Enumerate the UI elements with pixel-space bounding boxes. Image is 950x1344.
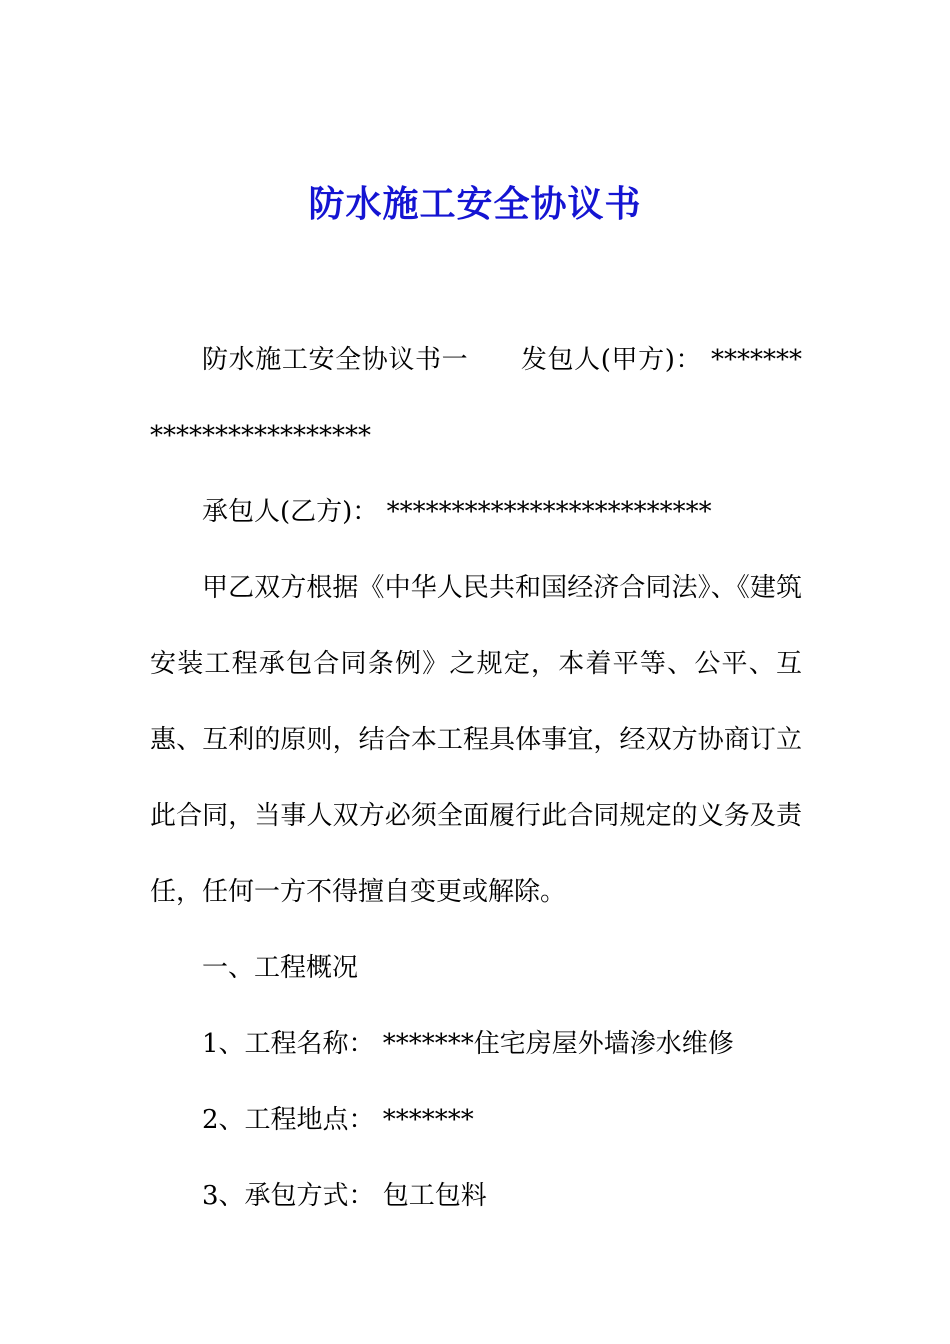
document-title: 防水施工安全协议书: [308, 183, 642, 225]
item-project-name: 1、工程名称： *******住宅房屋外墙渗水维修: [202, 1029, 734, 1059]
item-contract-mode: 3、承包方式： 包工包料: [202, 1181, 487, 1211]
paragraph-party-b: [150, 474, 802, 550]
section-heading-project-overview: 一、工程概况: [202, 953, 359, 983]
party-a-label: 发包人(甲方)：: [520, 345, 703, 375]
paragraph-agreement-basis: 甲乙双方根据《中华人民共和国经济合同法》、《建筑安装工程承包合同条例》之规定，本着平等、公平、互惠、互利的原则，结合本工程具体事宜，经双方协商订立此合同，当事人双方必须全面履行此合同规定的义务及责任，任何一方不得擅自变更或解除。: [150, 573, 802, 907]
agreement-heading: 防水施工安全协议书一: [202, 345, 469, 375]
party-a-value: ************************: [150, 345, 802, 451]
document-body: [150, 322, 802, 1234]
party-b-value: *************************: [386, 497, 712, 527]
paragraph-parties-intro: [150, 322, 802, 474]
party-b-label: 承包人(乙方)：: [202, 497, 379, 527]
item-project-location: 2、工程地点： *******: [202, 1105, 474, 1135]
